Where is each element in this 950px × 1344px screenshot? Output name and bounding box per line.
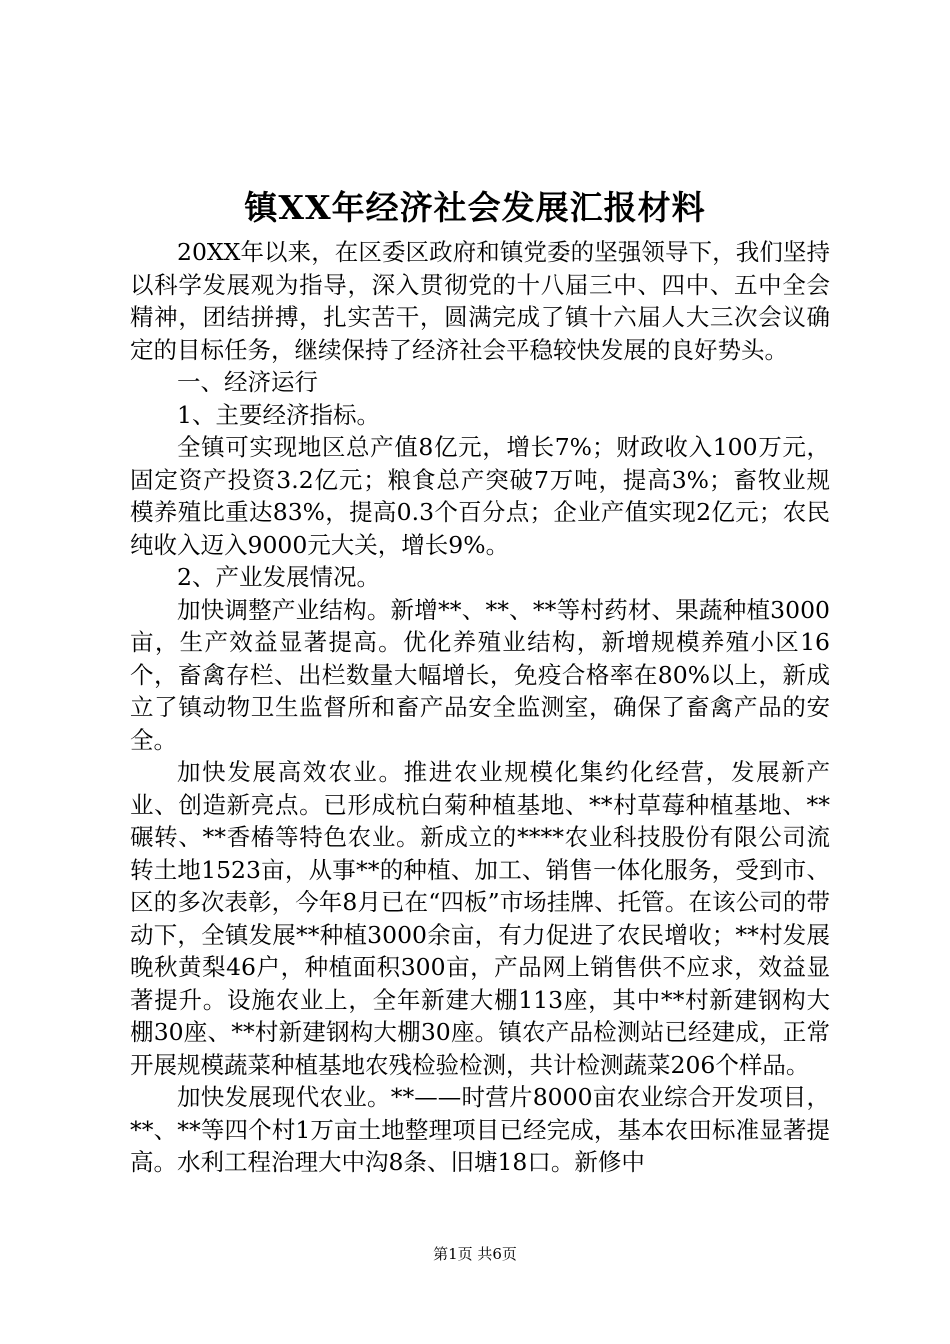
paragraph-modern-agriculture: 加快发展现代农业。**——时营片8000亩农业综合开发项目，**、**等四个村1万亩土地整理项目已经完成，基本农田标准显著提高。水利工程治理大中沟8条、旧塘18口。新修中: [130, 1083, 830, 1176]
section-heading-economy: 一、经济运行: [177, 368, 318, 396]
page-footer: 第1页 共6页: [433, 1245, 517, 1263]
document-body: [130, 236, 830, 1179]
subsection-heading-industry: 2、产业发展情况。: [177, 563, 380, 591]
document-title: 镇XX年经济社会发展汇报材料: [244, 188, 706, 227]
paragraph-industry-structure: 加快调整产业结构。新增**、**、**等村药材、果蔬种植3000亩，生产效益显著提高。优化养殖业结构，新增规模养殖小区16个，畜禽存栏、出栏数量大幅增长，免疫合格率在80%以上，新成立了镇动物卫生监督所和畜产品安全监测室，确保了畜禽产品的安全。: [130, 595, 830, 754]
paragraph-efficient-agriculture: 加快发展高效农业。推进农业规模化集约化经营，发展新产业、创造新亮点。已形成杭白菊种植基地、**村草莓种植基地、**碾转、**香椿等特色农业。新成立的****农业科技股份有限公司流转土地1523亩，从事**的种植、加工、销售一体化服务，受到市、区的多次表彰，今年8月已在“四板”市场挂牌、托管。在该公司的带动下，全镇发展**种植3000余亩，有力促进了农民增收；**村发展晚秋黄梨46户，种植面积300亩，产品网上销售供不应求，效益显著提升。设施农业上，全年新建大棚113座，其中**村新建钢构大棚30座、**村新建钢构大棚30座。镇农产品检测站已经建成，正常开展规模蔬菜种植基地农残检验检测，共计检测蔬菜206个样品。: [130, 758, 830, 1079]
paragraph-indicators: 全镇可实现地区总产值8亿元，增长7%；财政收入100万元，固定资产投资3.2亿元；粮食总产突破7万吨，提高3%；畜牧业规模养殖比重达83%，提高0.3个百分点；企业产值实现2亿元；农民纯收入迈入9000元大关，增长9%。: [130, 433, 830, 559]
paragraph-intro: 20XX年以来，在区委区政府和镇党委的坚强领导下，我们坚持以科学发展观为指导，深入贯彻党的十八届三中、四中、五中全会精神，团结拼搏，扎实苦干，圆满完成了镇十六届人大三次会议确定的目标任务，继续保持了经济社会平稳较快发展的良好势头。: [130, 238, 830, 364]
subsection-heading-indicators: 1、主要经济指标。: [177, 400, 380, 429]
